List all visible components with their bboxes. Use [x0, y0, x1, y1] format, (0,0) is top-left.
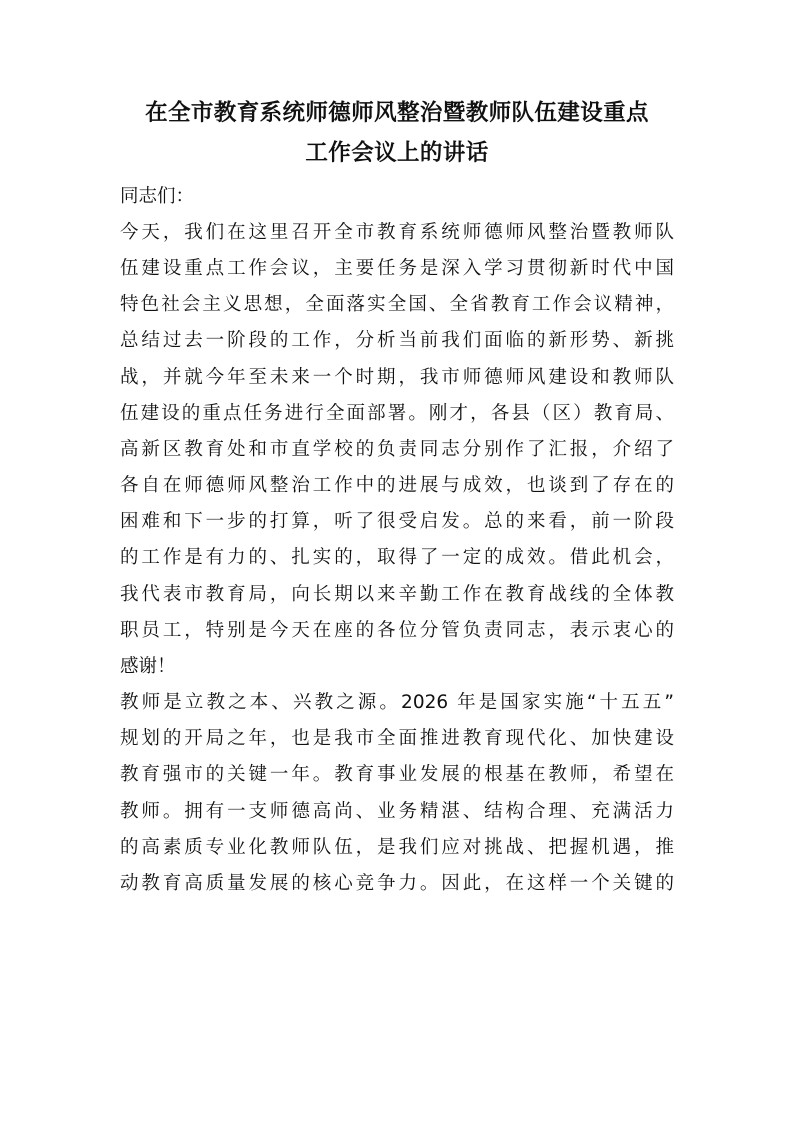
paragraph-2 — [120, 685, 674, 902]
paragraph-line: 感谢！ — [120, 655, 176, 677]
paragraph-line: 各自在师德师风整治工作中的进展与成效，也谈到了存在的 — [120, 475, 674, 497]
paragraph-line: 伍建设的重点任务进行全面部署。刚才，各县（区）教育局、 — [120, 402, 674, 424]
paragraph-line: 战，并就今年至未来一个时期，我市师德师风建设和教师队 — [120, 366, 674, 388]
paragraph-line: 困难和下一步的打算，听了很受启发。总的来看，前一阶段 — [120, 511, 674, 533]
paragraph-line: 规划的开局之年，也是我市全面推进教育现代化、加快建设 — [120, 728, 674, 750]
paragraph-line: 我代表市教育局，向长期以来辛勤工作在教育战线的全体教 — [120, 583, 674, 605]
paragraph-1 — [120, 215, 674, 685]
paragraph-line: 的高素质专业化教师队伍，是我们应对挑战、把握机遇，推 — [120, 836, 674, 858]
title-line: 工作会议上的讲话 — [305, 140, 489, 166]
title-line: 在全市教育系统师德师风整治暨教师队伍建设重点 — [145, 100, 649, 126]
paragraph-line: 职员工，特别是今天在座的各位分管负责同志，表示衷心的 — [120, 619, 674, 641]
paragraph-line: 教育强市的关键一年。教育事业发展的根基在教师，希望在 — [120, 764, 674, 786]
paragraph-line: 的工作是有力的、扎实的，取得了一定的成效。借此机会， — [120, 547, 674, 569]
paragraph-line: 特色社会主义思想，全面落实全国、全省教育工作会议精神， — [120, 294, 674, 316]
paragraph-line: 总结过去一阶段的工作，分析当前我们面临的新形势、新挑 — [120, 330, 674, 352]
paragraph-line: 教师是立教之本、兴教之源。2026 年是国家实施“十五五” — [120, 692, 674, 714]
salutation: 同志们： — [120, 186, 195, 207]
paragraph-line: 动教育高质量发展的核心竞争力。因此，在这样一个关键的 — [120, 872, 674, 894]
document-body — [120, 93, 674, 902]
document-title — [120, 93, 674, 173]
paragraph-line: 高新区教育处和市直学校的负责同志分别作了汇报，介绍了 — [120, 438, 674, 460]
paragraph-line: 今天，我们在这里召开全市教育系统师德师风整治暨教师队 — [120, 222, 674, 243]
paragraph-line: 教师。拥有一支师德高尚、业务精湛、结构合理、充满活力 — [120, 800, 674, 822]
paragraph-line: 伍建设重点工作会议，主要任务是深入学习贯彻新时代中国 — [120, 258, 674, 280]
